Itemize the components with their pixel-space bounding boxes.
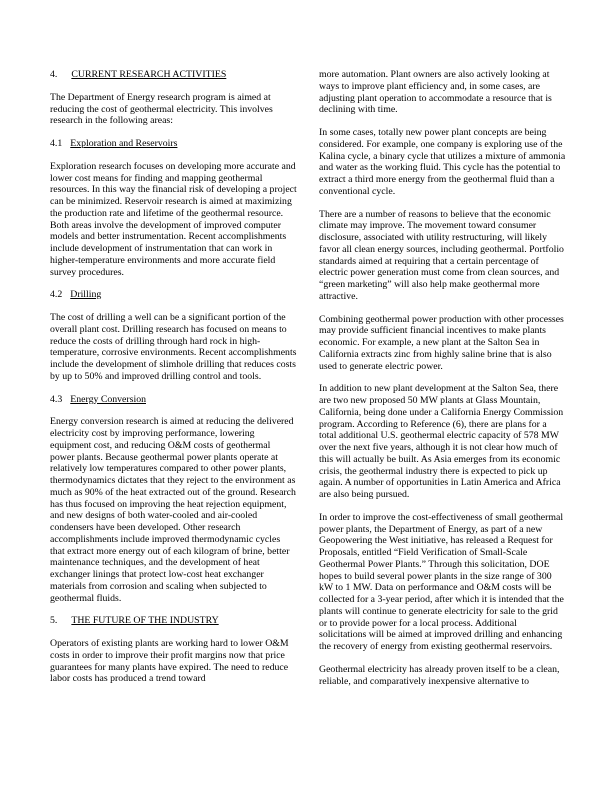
section-title: THE FUTURE OF THE INDUSTRY (71, 615, 219, 627)
paragraph-automation: more automation. Plant owners are also actively looking at ways to improve plant efficiency and, in some cases, are adjusting plant operation to accommodate a resource that is declining with time. (319, 69, 552, 116)
section-title: Exploration and Reservoirs (70, 138, 178, 149)
left-column (50, 69, 297, 698)
section-number: 4. (50, 69, 58, 80)
paragraph-small-plants-rfp: In order to improve the cost-effectiveness of small geothermal power plants, the Department of Energy, as part of a new Geopowering the West initiative, has released a Request for Proposals, entitled “Field Verification of Small-Scale Geothermal Power Plants.” Through this solicitation, DOE hopes to build several power plants in the size range of 300 kW to 1 MW. Data on performance and O&M costs will be collected for a 3-year period, after which it is intended that the plants will continue to generate electricity for sale to the grid or to provide power for a local process. Additional solicitations will be aimed at improved drilling and enhancing the recovery of energy from existing geothermal reservoirs. (319, 511, 564, 652)
section-number: 5. (50, 615, 58, 627)
paragraph-economic-climate: There are a number of reasons to believe that the economic climate may improve. The movement toward consumer disclosure, associated with utility restructuring, will likely favor all clean energy sources, including geothermal. Portfolio standards aimed at requiring that a certain percentage of electric power generation must come from clean sources, and “green marketing” will also help make geothermal more attractive. (319, 208, 564, 302)
subsection-heading-drilling (50, 289, 297, 301)
paragraph-kalina-cycle: In some cases, totally new power plant concepts are being considered. For example, one company is exploring use of the Kalina cycle, a binary cycle that utilizes a mixture of ammonia and water as the working fluid. This cycle has the potential to extract a third more energy from the geothermal fluid than a conventional cycle. (319, 127, 566, 197)
paragraph-operators: Operators of existing plants are working hard to lower O&M costs in order to improve their profit margins now that price guarantees for many plants have expired. The need to reduce labor costs has produced a trend toward (50, 638, 289, 685)
section-number: 4.1 (50, 138, 63, 149)
section-heading-current-research (50, 69, 297, 81)
paragraph-salton-sea-plants: In addition to new plant development at the Salton Sea, there are two new proposed 50 MW plants at Glass Mountain, California, being done under a California Energy Commission program. According to Reference (6), there are plans for a total additional U.S. geothermal electric capacity of 578 MW over the next five years, although it is not clear how much of this will actually be built. As Asia emerges from its economic crisis, the geothermal industry there is expected to pick up again. A number of opportunities in Latin America and Africa are also being pursued. (319, 383, 564, 500)
subsection-heading-energy-conversion (50, 394, 297, 406)
section-number: 4.2 (50, 289, 63, 301)
two-column-layout (50, 69, 566, 698)
paragraph-combining-production: Combining geothermal power production with other processes may provide sufficient financial incentives to make plants economic. For example, a new plant at the Salton Sea in California extracts zinc from highly saline brine that is also used to generate electric power. (319, 313, 564, 372)
section-title: Energy Conversion (70, 393, 146, 405)
section-number: 4.3 (50, 393, 63, 405)
paragraph-drilling-cost: The cost of drilling a well can be a significant portion of the overall plant cost. Drilling research has focused on means to reduce the costs of drilling through hard rock in high-temperature, corrosive environments. Recent accomplishments include the development of slimhole drilling that reduces costs by up to 50% and improved drilling control and tools. (50, 312, 297, 382)
section-heading-future-industry (50, 615, 297, 627)
paragraph-doe-program: The Department of Energy research program is aimed at reducing the cost of geothermal electricity. This involves research in the following areas: (50, 91, 273, 127)
right-column (319, 69, 566, 698)
section-title: Drilling (70, 289, 102, 301)
paragraph-exploration-research: Exploration research focuses on developing more accurate and lower cost means for finding and mapping geothermal resources. In this way the financial risk of developing a project can be minimized. Reservoir research is aimed at maximizing the production rate and lifetime of the geothermal resource. Both areas involve the development of improved computer models and better instrumentation. Recent accomplishments include development of instrumentation that can work in higher-temperature environments and more accurate field survey procedures. (50, 160, 297, 278)
paragraph-geothermal-proven: Geothermal electricity has already proven itself to be a clean, reliable, and comparatively inexpensive alternative to (319, 663, 560, 687)
section-title: CURRENT RESEARCH ACTIVITIES (71, 69, 227, 80)
paragraph-energy-conversion: Energy conversion research is aimed at reducing the delivered electricity cost by improving performance, lowering equipment cost, and reducing O&M costs of geothermal power plants. Because geothermal power plants operate at relatively low temperatures compared to other power plants, thermodynamics dictates that they reject to the environment as much as 90% of the heat extracted out of the ground. Research has thus focused on improving the heat rejection equipment, and new designs of both water-cooled and air-cooled condensers have been developed. Other research accomplishments include improved thermodynamic cycles that extract more energy out of each kilogram of brine, better maintenance techniques, and the development of heat exchanger linings that protect low-cost heat exchanger materials from corrosion and scaling when subjected to geothermal fluids. (50, 416, 296, 604)
subsection-heading-exploration (50, 138, 297, 150)
